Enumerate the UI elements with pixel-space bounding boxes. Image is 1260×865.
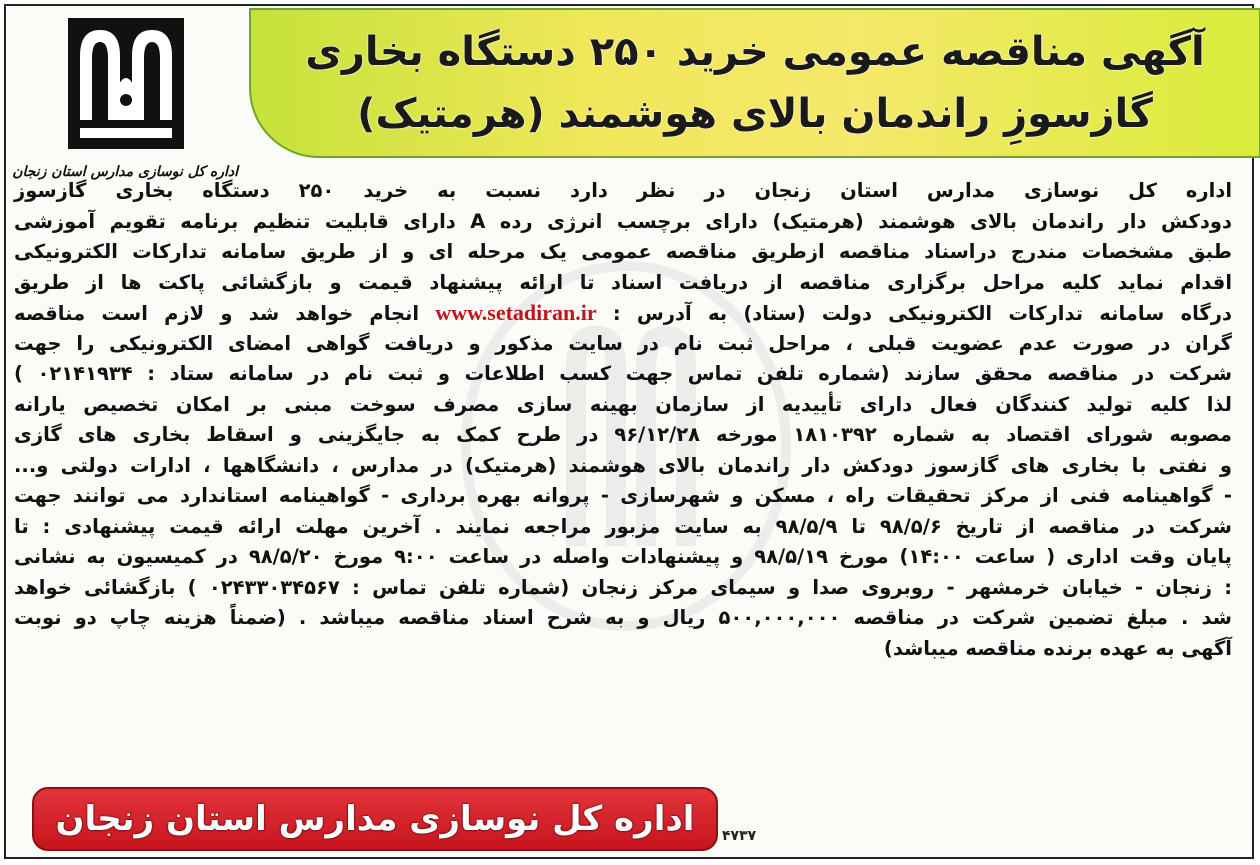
- body-line: مصوبه شورای اقتصاد به شماره ۱۸۱۰۳۹۲ مورخه ۹۶/۱۲/۲۸ در طرح کمک به جایگزینی و اسقاط بخاری های گازی: [14, 423, 1232, 446]
- body-line: طبق مشخصات مندرج دراسناد مناقصه ازطریق مناقصه عمومی یک مرحله ای و از طریق سامانه تدارکات الکترونیکی: [14, 240, 1232, 263]
- advertisement-frame: [4, 4, 1254, 859]
- body-line: پایان وقت اداری ( ساعت ۱۴:۰۰) مورخ ۹۸/۵/۱۹ و پیشنهادات واصله در ساعت ۹:۰۰ مورخ ۹۸/۵/۲۰ در کمیسیون به نشانی: [14, 545, 1232, 568]
- announcement-body: [14, 176, 1232, 664]
- body-line: لذا کلیه تولید کنندگان فعال دارای تأییدیه از سازمان بهینه سازی مصرف سوخت مبنی بر امکان تخصیص یارانه: [14, 392, 1232, 416]
- body-line: گران در صورت عدم عضویت قبلی ، مراحل ثبت نام در سایت مذکور و دریافت گواهی امضای الکترونیکی را جهت: [14, 331, 1232, 355]
- title-box: [249, 8, 1260, 158]
- body-line: اقدام نماید کلیه مراحل برگزاری مناقصه از دریافت اسناد تا ارائه پیشنهاد قیمت و بازگشائی پاکت ها از طریق: [14, 270, 1232, 294]
- body-line-segment: انجام خواهد شد و لازم است مناقصه: [14, 302, 420, 325]
- body-line: و نفتی با بخاری های گازسوز دودکش دار راندمان بالای هوشمند (هرمتیک) در مدارس ، دانشگاهها ، ادارات دولتی و...: [14, 453, 1232, 477]
- logo-caption: اداره کل نوسازی مدارس استان زنجان: [12, 164, 238, 180]
- body-line: اداره کل نوسازی مدارس استان زنجان در نظر دارد نسبت به خرید ۲۵۰ دستگاه بخاری گازسوز: [14, 179, 1233, 202]
- organization-emblem-icon: [66, 16, 186, 151]
- title-line-1: آگهی مناقصه عمومی خرید ۲۵۰ دستگاه بخاری: [305, 29, 1205, 75]
- body-line: دودکش دار راندمان بالای هوشمند (هرمتیک) دارای برچسب انرژی رده A دارای قابلیت تنظیم برنامه تقویم آموزشی: [14, 209, 1232, 233]
- organization-banner: [32, 787, 718, 851]
- title-line-2: گازسوزِ راندمان بالای هوشمند (هرمتیک): [357, 91, 1153, 137]
- body-line: شرکت در مناقصه از تاریخ ۹۸/۵/۶ تا ۹۸/۵/۹ به سایت مزبور مراجعه نمایند . آخرین مهلت ارائه قیمت پیشنهادی : تا: [14, 514, 1232, 538]
- ad-code: ۴۷۳۷: [722, 828, 757, 844]
- body-line-segment: درگاه سامانه تدارکات الکترونیکی دولت (ستاد) به آدرس :: [612, 302, 1232, 325]
- body-line: - گواهینامه فنی از مرکز تحقیقات راه ، مسکن و شهرسازی - پروانه بهره برداری - گواهینامه استاندارد می توانند جهت: [14, 484, 1232, 507]
- website-link[interactable]: www.setadiran.ir: [435, 300, 597, 325]
- body-line: شد . مبلغ تضمین شرکت در مناقصه ۵۰۰,۰۰۰,۰۰۰ ریال و به شرح اسناد مناقصه میباشد . (ضمناً هزینه چاپ دو نوبت: [14, 606, 1232, 629]
- body-line: : زنجان - خیابان خرمشهر - روبروی صدا و سیمای مرکز زنجان (شماره تلفن تماس : ۰۲۴۳۳۰۳۴۵۶۷ ) بازگشائی خواهد: [14, 575, 1232, 599]
- body-last-line: آگهی به عهده برنده مناقصه میباشد): [883, 636, 1232, 660]
- body-line: شرکت در مناقصه محقق سازند (شماره تلفن تماس جهت کسب اطلاعات و ثبت نام در سامانه ستاد : ۰۲۱۴۱۹۳۴ ): [14, 362, 1233, 385]
- banner-text: اداره کل نوسازی مدارس استان زنجان: [55, 799, 695, 839]
- body-line-with-link: [14, 298, 1232, 329]
